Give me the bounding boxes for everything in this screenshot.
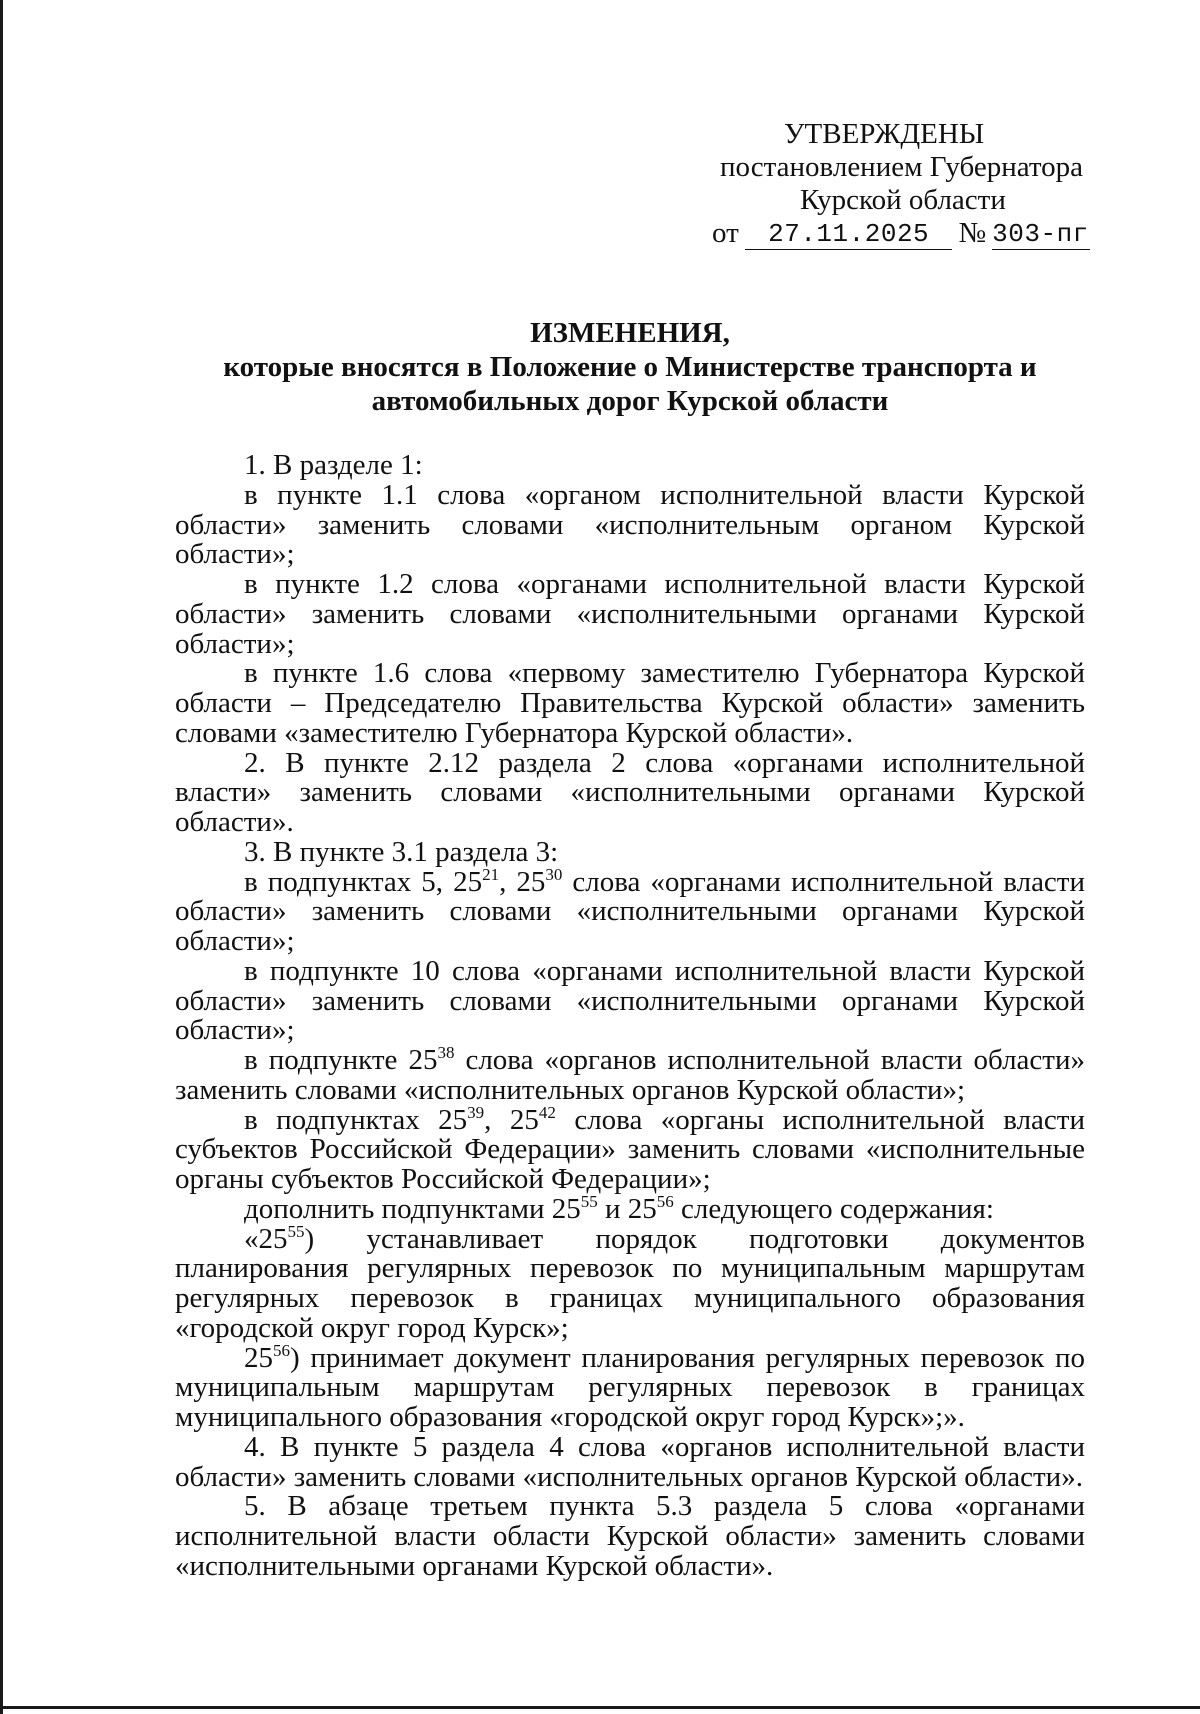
approval-title: УТВЕРЖДЕНЫ <box>784 118 985 150</box>
scan-edge-left <box>0 0 3 1714</box>
document-subtitle-line-2: автомобильных дорог Курской области <box>371 385 889 417</box>
superscript-index: 55 <box>580 1191 598 1211</box>
number-value: 303-пг <box>992 219 1089 249</box>
paragraph-13: $25^{56}$) принимает документ планирования регулярных перевозок по муниципальным маршрутам регулярных перевозок в границах муниципального образования «городской округ город Курск»;». <box>175 1340 1085 1433</box>
superscript-index: 21 <box>482 864 500 884</box>
document-body <box>175 451 1085 1582</box>
document-title: ИЗМЕНЕНИЯ, <box>530 317 730 349</box>
paragraph-7: в подпунктах 5, $25^{21}$, $25^{30}$ слова «органами исполнительной власти области» заменить словами «исполнительными органами Курской области»; <box>175 864 1085 957</box>
approval-line-2: постановлением Губернатора <box>720 151 1084 183</box>
superscript-index: 38 <box>437 1043 455 1062</box>
document-subtitle-line-1: которые вносятся в Положение о Министерстве транспорта и <box>223 351 1037 383</box>
paragraph-12: «$25^{55}$) устанавливает порядок подготовки документов планирования регулярных перевозок по муниципальным маршрутам регулярных перевозок в границах муниципального образования «городской округ город Курск»; <box>175 1221 1085 1344</box>
paragraph-6: 3. В пункте 3.1 раздела 3: <box>244 835 559 868</box>
paragraph-9: в подпункте $25^{38}$ слова «органов исполнительной власти области» заменить словами «исполнительных органов Курской области»; <box>175 1043 1085 1106</box>
approval-date-line <box>712 217 1090 250</box>
paragraph-4: в пункте 1.6 слова «первому заместителю Губернатора Курской области – Председателю Правительства Курской области» заменить словами «заместителю Губернатора Курской области». <box>175 657 1085 749</box>
superscript-index: 55 <box>287 1221 305 1241</box>
approval-line-3: Курской области <box>800 184 1006 216</box>
number-sign: № <box>958 217 987 249</box>
date-value: 27.11.2025 <box>745 219 953 250</box>
date-prefix: от <box>712 217 739 249</box>
paragraph-10: в подпунктах $25^{39}$, $25^{42}$ слова «органы исполнительной власти субъектов Российской Федерации» заменить словами «исполнительные органы субъектов Российской Федерации»; <box>175 1102 1085 1195</box>
paragraph-3: в пункте 1.2 слова «органами исполнительной власти Курской области» заменить словами «исполнительными органами Курской области»; <box>175 568 1085 660</box>
paragraph-8: в подпункте 10 слова «органами исполнительной власти Курской области» заменить словами «исполнительными органами Курской области»; <box>175 954 1085 1047</box>
approval-stamp <box>712 118 1090 250</box>
superscript-index: 56 <box>273 1340 290 1360</box>
paragraph-1: 1. В разделе 1: <box>244 449 423 481</box>
document-heading <box>174 316 1086 418</box>
paragraph-2: в пункте 1.1 слова «органом исполнительной власти Курской области» заменить словами «исполнительным органом Курской области»; <box>175 478 1085 571</box>
superscript-index: 42 <box>538 1102 556 1122</box>
superscript-index: 30 <box>545 864 563 884</box>
paragraph-5: 2. В пункте 2.12 раздела 2 слова «органами исполнительной власти» заменить словами «исполнительными органами Курской области». <box>175 746 1085 838</box>
superscript-index: 56 <box>656 1191 674 1211</box>
paragraph-15: 5. В абзаце третьем пункта 5.3 раздела 5 слова «органами исполнительной власти области Курской области» заменить словами «исполнительными органами Курской области». <box>175 1490 1085 1582</box>
paragraph-14: 4. В пункте 5 раздела 4 слова «органов исполнительной власти области» заменить словами «исполнительных органов Курской области». <box>175 1430 1085 1493</box>
superscript-index: 39 <box>467 1102 485 1122</box>
scan-edge-bottom <box>0 1706 1200 1709</box>
paragraph-11: дополнить подпунктами $25^{55}$ и $25^{56}$ следующего содержания: <box>244 1191 994 1225</box>
